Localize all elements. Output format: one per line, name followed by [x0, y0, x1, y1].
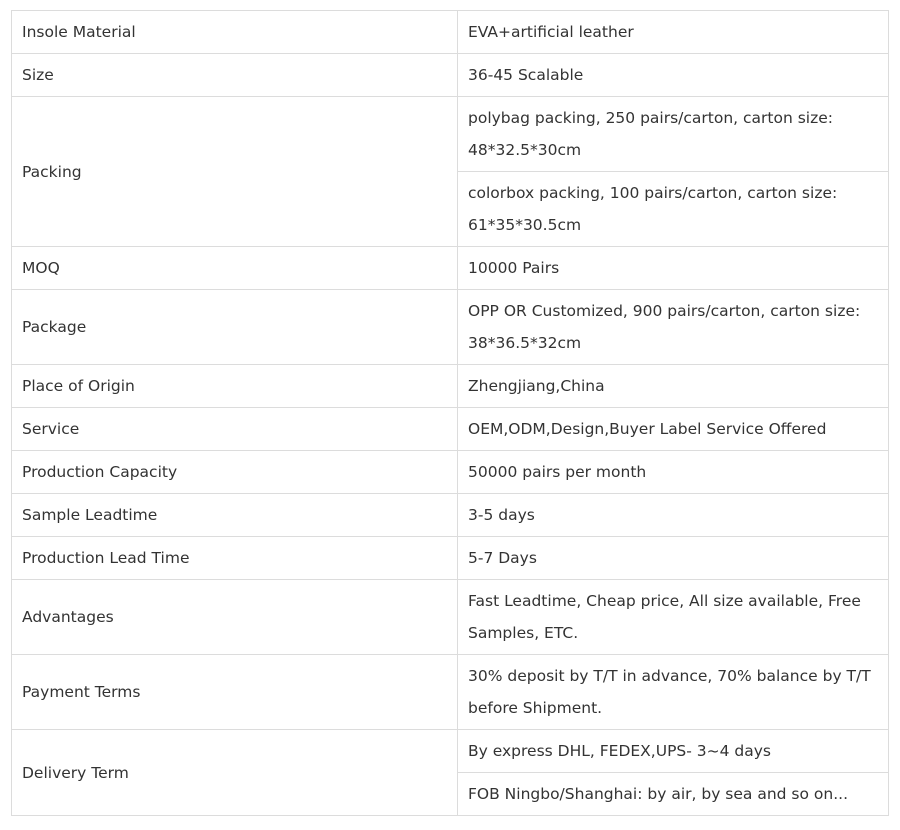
spec-label: Size	[12, 54, 458, 97]
spec-label: Sample Leadtime	[12, 494, 458, 537]
spec-label: Service	[12, 408, 458, 451]
spec-label: Place of Origin	[12, 365, 458, 408]
spec-value: OEM,ODM,Design,Buyer Label Service Offered	[458, 408, 889, 451]
spec-value: 5-7 Days	[458, 537, 889, 580]
product-spec-table	[11, 10, 889, 816]
spec-value: EVA+artificial leather	[458, 11, 889, 54]
spec-value: Zhengjiang,China	[458, 365, 889, 408]
table-row	[12, 365, 889, 408]
spec-value: 10000 Pairs	[458, 247, 889, 290]
table-row	[12, 408, 889, 451]
spec-label: Production Capacity	[12, 451, 458, 494]
table-row	[12, 655, 889, 730]
table-row	[12, 494, 889, 537]
table-row	[12, 54, 889, 97]
spec-value: FOB Ningbo/Shanghai: by air, by sea and so on...	[458, 773, 889, 816]
spec-label: Production Lead Time	[12, 537, 458, 580]
spec-label: MOQ	[12, 247, 458, 290]
spec-label: Payment Terms	[12, 655, 458, 730]
spec-value: 3-5 days	[458, 494, 889, 537]
spec-value: 30% deposit by T/T in advance, 70% balance by T/T before Shipment.	[458, 655, 889, 730]
table-row	[12, 537, 889, 580]
spec-value: 50000 pairs per month	[458, 451, 889, 494]
spec-value: polybag packing, 250 pairs/carton, carton size: 48*32.5*30cm	[458, 97, 889, 172]
spec-label: Packing	[12, 97, 458, 247]
spec-label: Advantages	[12, 580, 458, 655]
spec-label: Package	[12, 290, 458, 365]
table-row	[12, 247, 889, 290]
table-row	[12, 580, 889, 655]
spec-label: Delivery Term	[12, 730, 458, 816]
spec-label: Insole Material	[12, 11, 458, 54]
spec-value: By express DHL, FEDEX,UPS- 3~4 days	[458, 730, 889, 773]
table-row	[12, 451, 889, 494]
table-row	[12, 11, 889, 54]
spec-value: OPP OR Customized, 900 pairs/carton, carton size: 38*36.5*32cm	[458, 290, 889, 365]
spec-value: Fast Leadtime, Cheap price, All size available, Free Samples, ETC.	[458, 580, 889, 655]
table-row	[12, 97, 889, 172]
spec-value: 36-45 Scalable	[458, 54, 889, 97]
table-row	[12, 290, 889, 365]
spec-value: colorbox packing, 100 pairs/carton, carton size: 61*35*30.5cm	[458, 172, 889, 247]
table-row	[12, 730, 889, 773]
